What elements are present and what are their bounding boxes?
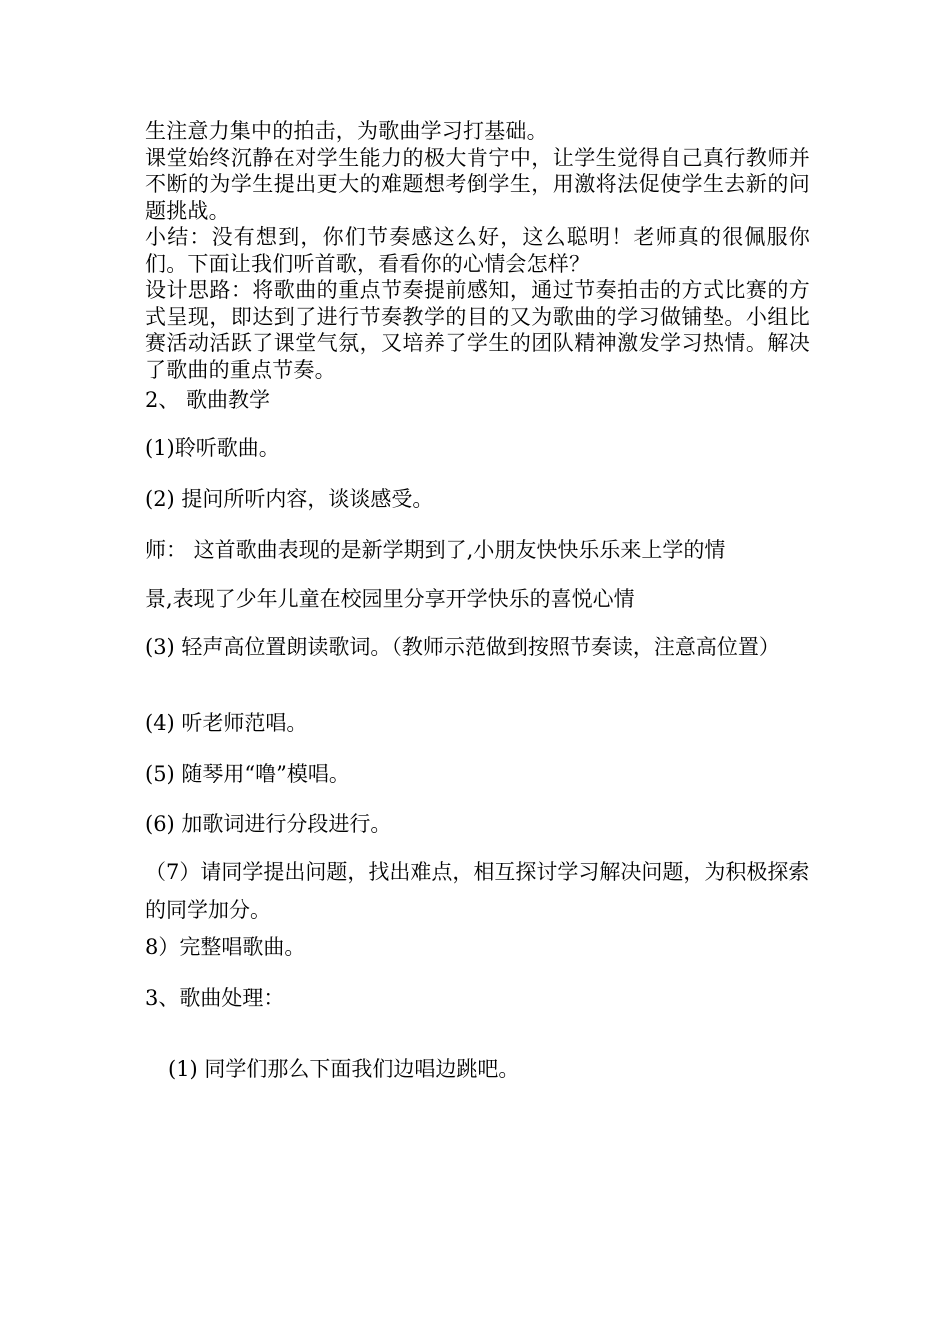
paragraph-design-idea: 设计思路：将歌曲的重点节奏提前感知，通过节奏拍击的方式比赛的方式呈现，即达到了进行节奏教学的目的又为歌曲的学习做铺垫。小组比赛活动活跃了课堂气氛，又培养了学生的团队精神激发学习热情。解决了歌曲的重点节奏。	[145, 278, 810, 382]
step-5-hum: (5) 随琴用“噜”模唱。	[145, 762, 350, 786]
step-8-sing-full: 8）完整唱歌曲。	[145, 935, 306, 959]
step-7-discuss: （7）请同学提出问题，找出难点，相互探讨学习解决问题，为积极探索的同学加分。	[145, 860, 810, 922]
section-3-heading: 3、歌曲处理：	[145, 986, 285, 1010]
step-3-read-lyrics: (3) 轻声高位置朗读歌词。（教师示范做到按照节奏读，注意高位置）	[145, 635, 780, 659]
paragraph-rhythm-basis: 生注意力集中的拍击，为歌曲学习打基础。	[145, 119, 548, 143]
section-2-heading: 2、 歌曲教学	[145, 388, 271, 412]
step-1-listen: (1)聆听歌曲。	[145, 436, 280, 460]
teacher-remark-line-1: 师： 这首歌曲表现的是新学期到了,小朋友快快乐乐来上学的情	[145, 538, 726, 562]
step-2-ask: (2) 提问所听内容，谈谈感受。	[145, 487, 434, 511]
intro-paragraphs	[145, 118, 810, 383]
section-3-step-1: (1) 同学们那么下面我们边唱边跳吧。	[168, 1057, 520, 1081]
step-4-listen-teacher: (4) 听老师范唱。	[145, 711, 308, 735]
paragraph-classroom-affirmation: 课堂始终沉静在对学生能力的极大肯宁中，让学生觉得自己真行教师并不断的为学生提出更大的难题想考倒学生，用激将法促使学生去新的问题挑战。	[145, 145, 810, 223]
teacher-remark-line-2: 景,表现了少年儿童在校园里分享开学快乐的喜悦心情	[145, 587, 635, 611]
paragraph-summary: 小结：没有想到，你们节奏感这么好，这么聪明！老师真的很佩服你们。下面让我们听首歌，看看你的心情会怎样？	[145, 225, 810, 276]
step-6-lyrics-sections: (6) 加歌词进行分段进行。	[145, 812, 392, 836]
